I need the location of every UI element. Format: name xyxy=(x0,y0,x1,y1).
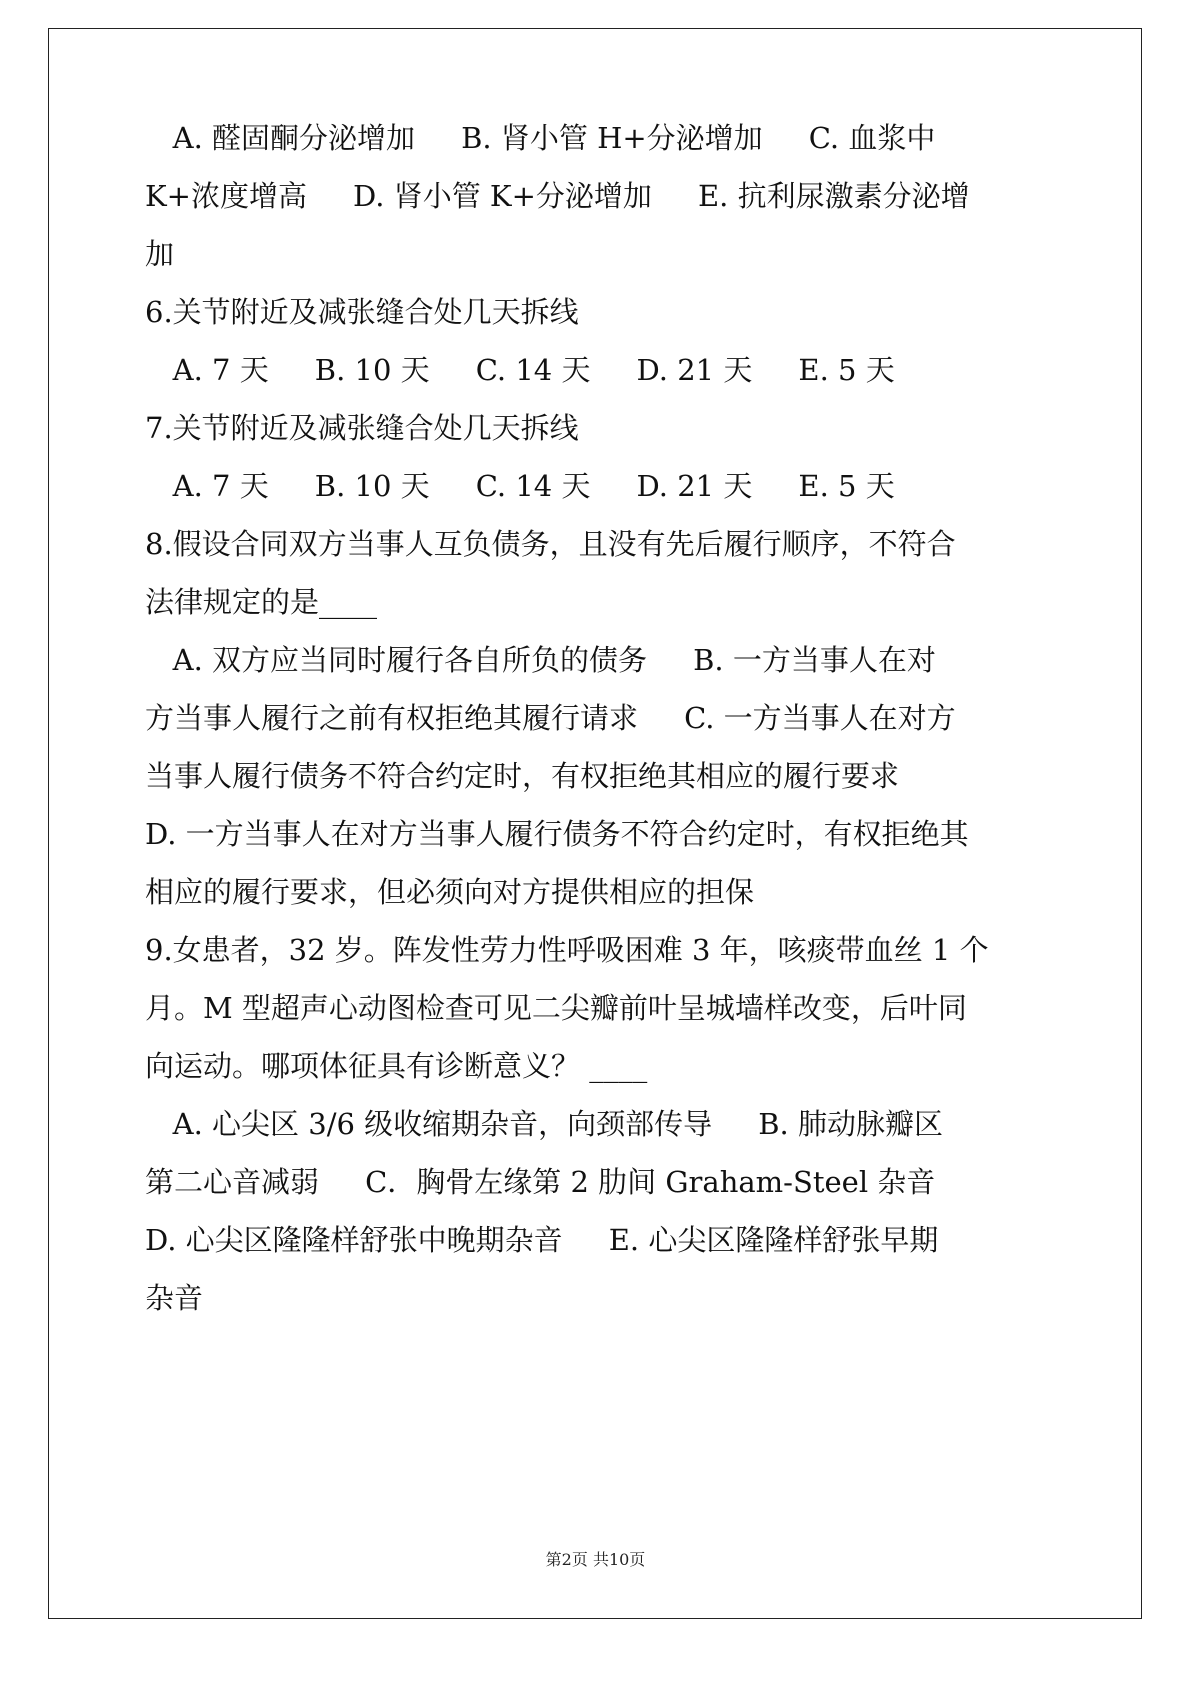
text-line: 当事人履行债务不符合约定时，有权拒绝其相应的履行要求 xyxy=(145,759,900,793)
question-7: 7.关节附近及减张缝合处几天拆线 xyxy=(145,411,579,445)
text-line: 加 xyxy=(145,237,175,271)
text-line: 月。M 型超声心动图检查可见二尖瓣前叶呈城墙样改变，后叶同 xyxy=(145,991,967,1025)
text-line: 第二心音减弱 C．胸骨左缘第 2 肋间 Graham-Steel 杂音 xyxy=(145,1165,936,1199)
options-9: A. 心尖区 3/6 级收缩期杂音，向颈部传导 B. 肺动脉瓣区 xyxy=(145,1107,943,1141)
options-6: A. 7 天 B. 10 天 C. 14 天 D. 21 天 E. 5 天 xyxy=(145,353,895,387)
text-line: D. 一方当事人在对方当事人履行债务不符合约定时，有权拒绝其 xyxy=(145,817,969,851)
text-line: 方当事人履行之前有权拒绝其履行请求 C. 一方当事人在对方 xyxy=(145,701,956,735)
text-line: D. 心尖区隆隆样舒张中晚期杂音 E. 心尖区隆隆样舒张早期 xyxy=(145,1223,939,1257)
text-line: K+浓度增高 D. 肾小管 K+分泌增加 E. 抗利尿激素分泌增 xyxy=(145,179,970,213)
text-line: 法律规定的是____ xyxy=(145,585,378,619)
text-line: 杂音 xyxy=(145,1281,204,1315)
page-footer: 第2页 共10页 xyxy=(545,1550,646,1569)
question-6: 6.关节附近及减张缝合处几天拆线 xyxy=(145,295,579,329)
question-9: 9.女患者，32 岁。阵发性劳力性呼吸困难 3 年，咳痰带血丝 1 个 xyxy=(145,933,989,967)
options-7: A. 7 天 B. 10 天 C. 14 天 D. 21 天 E. 5 天 xyxy=(145,469,895,503)
text-line: 相应的履行要求，但必须向对方提供相应的担保 xyxy=(145,875,755,909)
text-line: 向运动。哪项体征具有诊断意义？ ____ xyxy=(145,1049,648,1083)
options-8: A. 双方应当同时履行各自所负的债务 B. 一方当事人在对 xyxy=(145,643,936,677)
question-8: 8.假设合同双方当事人互负债务，且没有先后履行顺序，不符合 xyxy=(145,527,956,561)
text-line: A. 醛固酮分泌增加 B. 肾小管 H+分泌增加 C. 血浆中 xyxy=(145,121,936,155)
